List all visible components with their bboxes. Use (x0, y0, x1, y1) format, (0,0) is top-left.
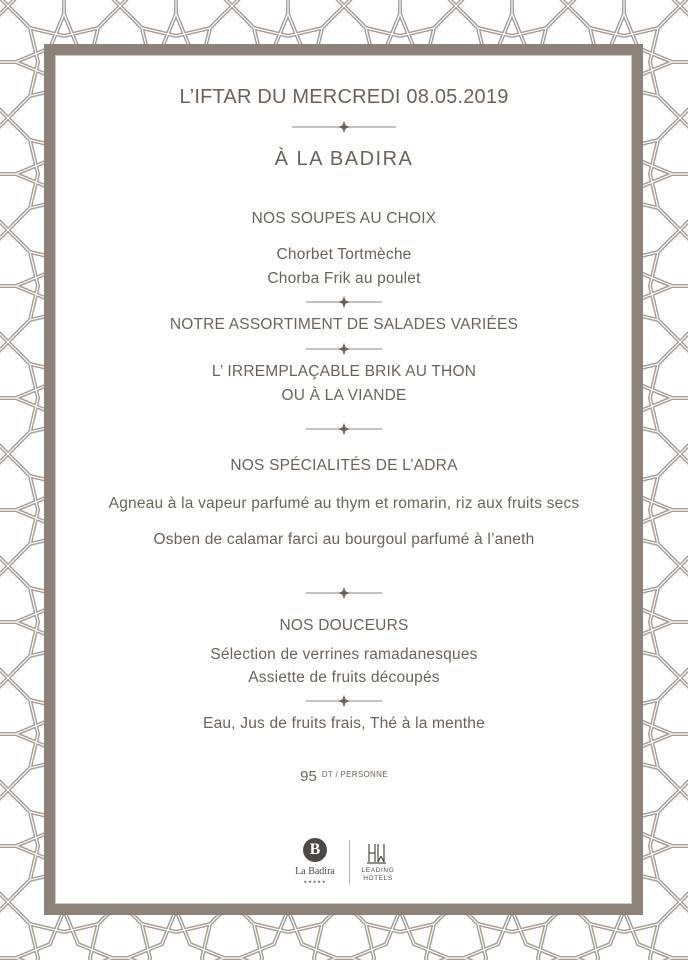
section-heading-soups: NOS SOUPES AU CHOIX (251, 210, 437, 227)
menu-item: Sélection de verrines ramadanesques (210, 646, 478, 663)
section-heading-specialties: NOS SPÉCIALITÉS DE L’ADRA (230, 457, 458, 474)
ornament-star-divider-icon (0, 423, 688, 435)
price-amount: 95 (300, 768, 317, 785)
badira-stars: ★★★★★ (303, 879, 327, 884)
leading-hotels-logo-icon (364, 842, 388, 864)
section-heading-brik-line2: OU À LA VIANDE (281, 387, 407, 404)
price-unit: DT / PERSONNE (321, 770, 388, 779)
ornament-star-divider-icon (0, 695, 688, 707)
menu-item: Chorbet Tortmèche (276, 246, 412, 263)
ornament-star-divider-icon (0, 121, 688, 133)
section-heading-brik-line1: L’ IRREMPLAÇABLE BRIK AU THON (211, 363, 477, 380)
menu-item: Osben de calamar farci au bourgoul parfumé à l’aneth (153, 531, 535, 548)
badira-logo-text: La Badira (295, 866, 335, 877)
footer-logos (290, 838, 410, 890)
badira-logo-icon: B (303, 838, 327, 862)
price (0, 768, 688, 786)
ornament-star-divider-icon (0, 587, 688, 599)
ornament-star-divider-icon (0, 296, 688, 308)
menu-item: Chorba Frik au poulet (267, 270, 421, 287)
logo-separator (349, 840, 350, 884)
leading-hotels-word-2: HOTELS (363, 875, 393, 882)
section-heading-desserts: NOS DOUCEURS (279, 617, 409, 634)
leading-hotels-logo-text (354, 867, 402, 883)
drinks-line: Eau, Jus de fruits frais, Thé à la menthe (203, 715, 485, 732)
menu-item: Agneau à la vapeur parfumé au thym et romarin, riz aux fruits secs (108, 495, 580, 512)
ornament-star-divider-icon (0, 343, 688, 355)
venue-name: À LA BADIRA (274, 148, 414, 170)
menu-title: L’IFTAR DU MERCREDI 08.05.2019 (179, 86, 509, 108)
section-heading-salads: NOTRE ASSORTIMENT DE SALADES VARIÉES (169, 316, 519, 333)
leading-hotels-word-1: LEADING (361, 867, 395, 874)
menu-item: Assiette de fruits découpés (248, 669, 440, 686)
